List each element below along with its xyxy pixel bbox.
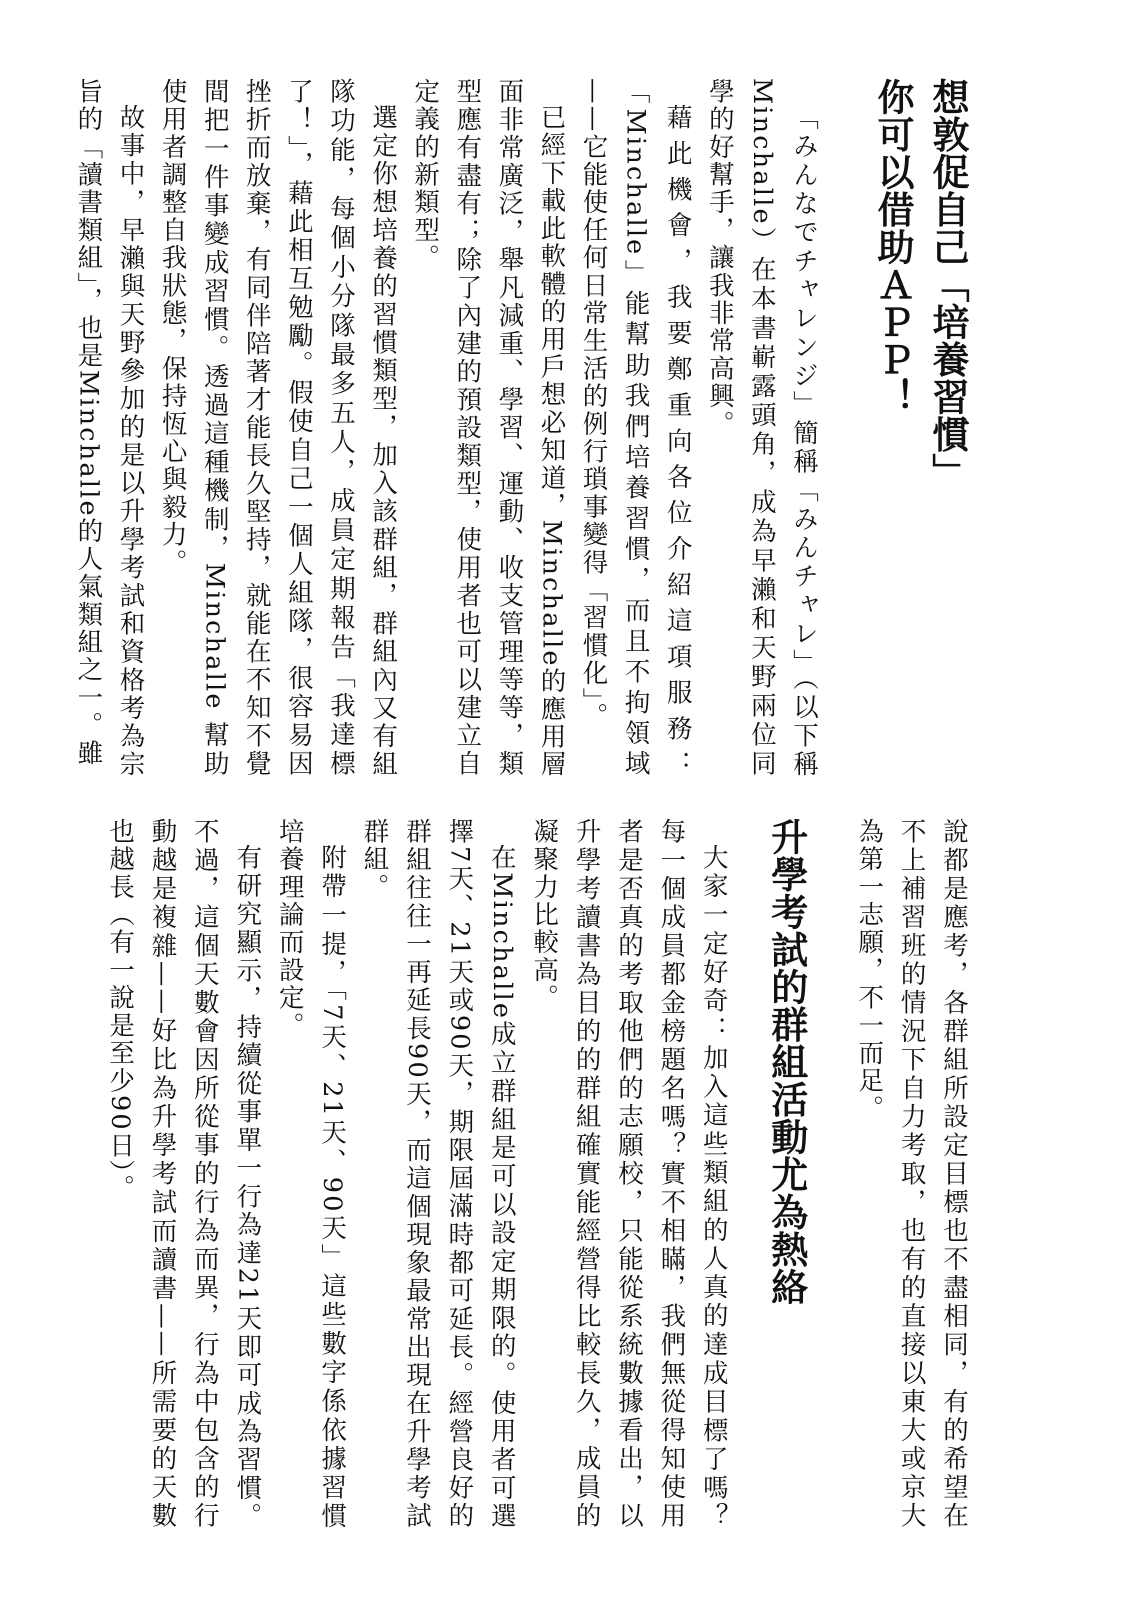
upper-section: [67, 78, 975, 778]
body-paragraph: 故事中，早瀨與天野參加的是以升學考試和資格考為宗旨的「讀書類組」，也是Minchalle的人氣類組之一。雖: [73, 78, 146, 778]
body-paragraph: 大家一定好奇：加入這些類組的人真的達成目標了嗎？每一個成員都金榜題名嗎？實不相瞞，我們無從得知使用者是否真的考取他們的志願校，只能從系統數據看出，以升學考讀書為目的的群組確實能經營得比較長久，成員的凝聚力比較高。: [529, 818, 729, 1530]
body-paragraph: 選定你想培養的習慣類型，加入該群組，群組內又有組隊功能，每個小分隊最多五人，成員定期報告「我達標了！」，藉此相互勉勵。假使自己一個人組隊，很容易因挫折而放棄，有同伴陪著才能長久堅持，就能在不知不覺間把一件事變成習慣。透過這種機制，Minchalle 幫助使用者調整自我狀態，保持恆心與毅力。: [157, 78, 399, 778]
section-title-line-1: 想敦促自己「培養習慣」: [926, 78, 969, 491]
subsection-title: 升學考試的群組活動尤為熱絡: [764, 818, 808, 1306]
body-paragraph: 藉此機會，我要鄭重向各位介紹這項服務：「Minchalle」能幫助我們培養習慣，而且不拘領域——它能使任何日常生活的例行瑣事變得「習慣化」。: [578, 78, 693, 778]
body-paragraph: 在Minchalle成立群組是可以設定期限的。使用者可選擇7天、21天或90天，期限屆滿時都可延長。經營良好的群組往往一再延長90天，而這個現象最常出現在升學考試群組。: [359, 818, 517, 1530]
lower-section: [99, 818, 975, 1530]
body-paragraph: 已經下載此軟體的用戶想必知道，Minchalle的應用層面非常廣泛，舉凡減重、學習、運動、收支管理等等，類型應有盡有；除了內建的預設類型，使用者也可以建立自定義的新類型。: [410, 78, 567, 778]
body-paragraph: 「みんなでチャレンジ」簡稱「みんチャレ」（以下稱Minchalle）在本書嶄露頭角，成為早瀨和天野兩位同學的好幫手，讓我非常高興。: [704, 78, 819, 778]
continued-paragraph: 說都是應考，各群組所設定目標也不盡相同，有的希望在不上補習班的情況下自力考取，也有的直接以東大或京大為第一志願，不一而足。: [854, 818, 969, 1530]
body-paragraph: 附帶一提，「7天、21天、90天」這些數字係依據習慣培養理論而設定。: [274, 818, 348, 1530]
section-title: [865, 78, 975, 778]
body-paragraph: 有研究顯示，持續從事單一行為達21天即可成為習慣。不過，這個天數會因所從事的行為而異，行為中包含的行動越是複雜——好比為升學考試而讀書——所需要的天數也越長（有一說是至少90日）。: [105, 818, 263, 1530]
section-title-line-2: 你可以借助ＡＰＰ！: [871, 78, 914, 416]
